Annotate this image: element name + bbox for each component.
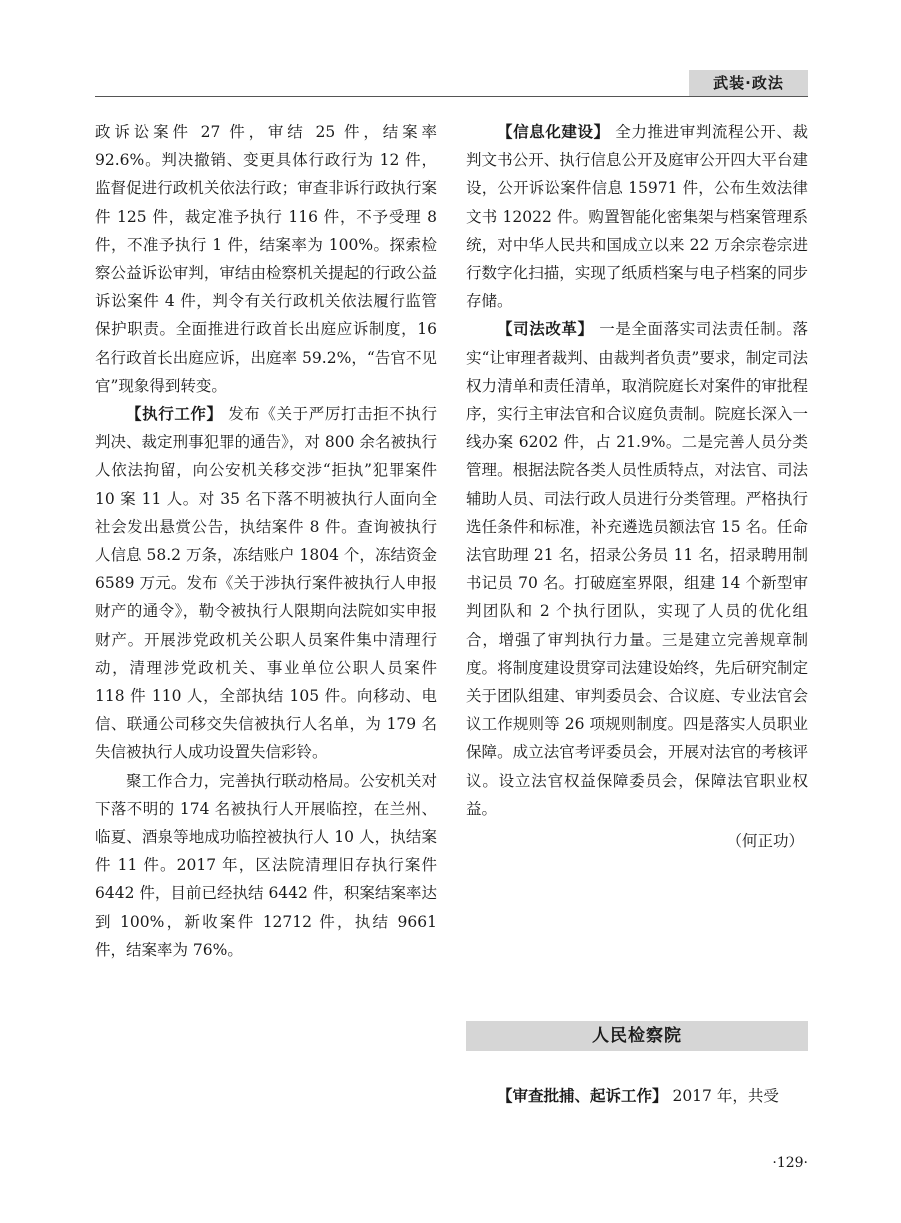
section-header-label: 武装·政法 [689,70,808,96]
section-tag-judicial-reform: 【司法改革】 [497,320,594,339]
section-tag-enforcement: 【执行工作】 [126,405,223,424]
section-tag-informatization: 【信息化建设】 [497,123,610,141]
author-signature: （何正功） [726,832,804,851]
left-column [95,118,437,964]
enforcement-text: 发布《关于严厉打击拒不执行判决、裁定刑事犯罪的通告》，对 800 余名被执行人依法拘留，向公安机关移交涉“拒执”犯罪案件 10 案 11 人。对 35 名下落不明被执行人面向全社会发出悬赏公告，执结案件 8 件。查询被执行人信息 58.2 万条，冻结账户 1804 个，冻结资金 6589 万元。发布《关于涉执行案件被执行人申报财产的通令》，勒令被执行人限期向法院如实申报财产。开展涉党政机关公职人员案件集中清理行动，清理涉党政机关、事业单位公职人员案件 118 件 110 人，全部执结 105 件。向移动、电信、联通公司移交失信被执行人名单，为 179 名失信被执行人成功设置失信彩铃。 [95,405,437,762]
judicial-reform-text: 一是全面落实司法责任制。落实“让审理者裁判、由裁判者负责”要求，制定司法权力清单和责任清单，取消院庭长对案件的审批程序，实行主审法官和合议庭负责制。院庭长深入一线办案 6202 件，占 21.9%。二是完善人员分类管理。根据法院各类人员性质特点，对法官、司法辅助人员、司法行政人员进行分类管理。严格执行选任条件和标准，补充遴选员额法官 15 名。任命法官助理 21 名，招录公务员 11 名，招录聘用制书记员 70 名。打破庭室界限，组建 14 个新型审判团队和 2 个执行团队，实现了人员的优化组合，增强了审判执行力量。三是建立完善规章制度。将制度建设贯穿司法建设始终，先后研究制定关于团队组建、审判委员会、合议庭、专业法官会议工作规则等 26 项规则制度。四是落实人员职业保障。成立法官考评委员会，开展对法官的考核评议。设立法官权益保障委员会，保障法官职业权益。 [466,320,808,818]
arrest-prosecution-text: 2017 年，共受 [672,1087,779,1105]
section-tag-arrest-prosecution: 【审查批捕、起诉工作】 [497,1087,668,1105]
paragraph-arrest-prosecution [466,1082,808,1110]
paragraph-enforcement-linkage: 聚工作合力，完善执行联动格局。公安机关对下落不明的 174 名被执行人开展临控，在兰州、临夏、酒泉等地成功临控被执行人 10 人，执结案件 11 件。2017 年，区法院清理旧存执行案件 6442 件，目前已经执结 6442 件，积案结案率达到 100%，新收案件 12712 件，执结 9661 件，结案率为 76%。 [95,771,437,959]
header-divider [95,96,808,97]
page-number: ·129· [772,1155,808,1171]
paragraph-enforcement-work [95,400,437,767]
informatization-text: 全力推进审判流程公开、裁判文书公开、执行信息公开及庭审公开四大平台建设，公开诉讼案件信息 15971 件，公布生效法律文书 12022 件。购置智能化密集架与档案管理系统，对中华人民共和国成立以来 22 万余宗卷宗进行数字化扫描，实现了纸质档案与电子档案的同步存储。 [466,123,808,311]
paragraph-informatization [466,118,808,315]
paragraph-judicial-reform [466,315,808,823]
right-column [466,118,808,855]
paragraph-administrative-litigation: 政诉讼案件 27 件，审结 25 件，结案率 92.6%。判决撤销、变更具体行政行为 12 件，监督促进行政机关依法行政；审查非诉行政执行案件 125 件，裁定准予执行 116 件，不予受理 8 件，不准予执行 1 件，结案率为 100%。探索检察公益诉讼审判，审结由检察机关提起的行政公益诉讼案件 4 件，判令有关行政机关依法履行监管保护职责。全面推进行政首长出庭应诉制度，16 名行政首长出庭应诉，出庭率 59.2%，“告官不见官”现象得到转变。 [95,123,437,395]
section-title-procuratorate: 人民检察院 [466,1021,808,1051]
